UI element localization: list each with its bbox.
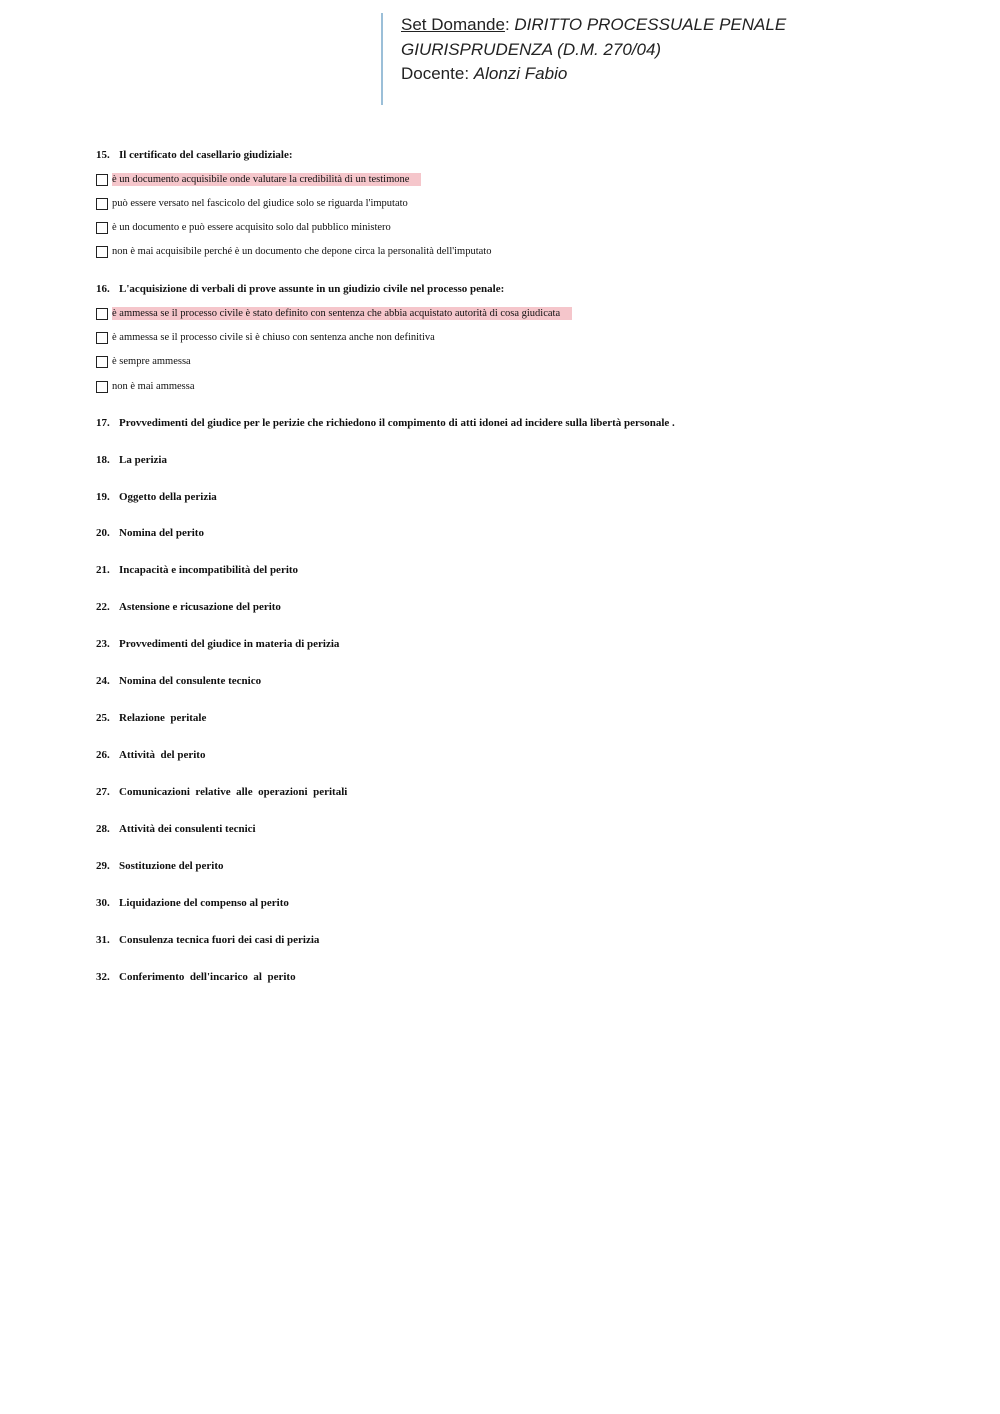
question-text: Nomina del perito [119, 527, 204, 539]
question-15 [96, 149, 293, 161]
course-title-part-1: DIRITTO PROCESSUALE PENALE [514, 15, 787, 34]
set-separator: : [504, 15, 515, 34]
checkbox[interactable] [96, 222, 108, 234]
question-text: Nomina del consulente tecnico [119, 675, 262, 687]
question-number: 24. [96, 675, 110, 687]
option-text: non è mai ammessa [112, 381, 195, 392]
question-31 [96, 934, 319, 946]
question-28 [96, 823, 256, 835]
answer-option[interactable] [96, 378, 207, 395]
option-text: è sempre ammessa [112, 356, 191, 367]
question-21 [96, 564, 298, 576]
checkbox[interactable] [96, 246, 108, 258]
question-16 [96, 283, 504, 295]
question-text: Provvedimenti del giudice per le perizie che richiedono il compimento di atti idonei ad incidere sulla libertà personale . [119, 417, 675, 429]
question-text: Incapacità e incompatibilità del perito [119, 564, 299, 576]
answer-option[interactable] [96, 243, 503, 260]
checkbox[interactable] [96, 381, 108, 393]
docente-name: Alonzi Fabio [473, 64, 568, 83]
question-number: 20. [96, 527, 110, 539]
question-20 [96, 527, 204, 539]
question-text: Attività dei consulenti tecnici [119, 823, 256, 835]
question-number: 19. [96, 491, 110, 503]
question-22 [96, 601, 281, 613]
question-text: Provvedimenti del giudice in materia di perizia [119, 638, 340, 650]
question-text: Consulenza tecnica fuori dei casi di perizia [119, 934, 320, 946]
question-text: L'acquisizione di verbali di prove assunte in un giudizio civile nel processo penale: [119, 283, 505, 295]
question-text: Sostituzione del perito [119, 860, 224, 872]
question-23 [96, 638, 339, 650]
question-text: Comunicazioni relative alle operazioni peritali [119, 786, 348, 798]
question-text: Attività del perito [119, 749, 206, 761]
question-number: 15. [96, 149, 110, 161]
question-number: 32. [96, 971, 110, 983]
question-number: 31. [96, 934, 110, 946]
question-30 [96, 897, 289, 909]
set-label: Set Domande [401, 15, 505, 34]
question-number: 16. [96, 283, 110, 295]
checkbox[interactable] [96, 332, 108, 344]
question-27 [96, 786, 347, 798]
question-text: Liquidazione del compenso al perito [119, 897, 289, 909]
question-24 [96, 675, 261, 687]
option-text: è ammessa se il processo civile è stato definito con sentenza che abbia acquistato autorità di cosa giudicata [112, 307, 572, 320]
course-title-line [401, 13, 941, 38]
answer-option[interactable] [96, 219, 403, 236]
checkbox[interactable] [96, 356, 108, 368]
question-number: 17. [96, 417, 110, 429]
question-26 [96, 749, 205, 761]
question-number: 30. [96, 897, 110, 909]
checkbox[interactable] [96, 174, 108, 186]
question-text: Astensione e ricusazione del perito [119, 601, 281, 613]
answer-option[interactable] [96, 353, 203, 370]
question-19 [96, 491, 217, 503]
docente-line [401, 62, 941, 87]
question-number: 26. [96, 749, 110, 761]
question-text: Conferimento dell'incarico al perito [119, 971, 296, 983]
option-text: è un documento acquisibile onde valutare la credibilità di un testimone [112, 173, 421, 186]
question-29 [96, 860, 224, 872]
question-text: La perizia [119, 454, 167, 466]
answer-option[interactable] [96, 305, 572, 322]
question-number: 18. [96, 454, 110, 466]
question-32 [96, 971, 296, 983]
question-text: Relazione peritale [119, 712, 207, 724]
question-number: 27. [96, 786, 110, 798]
question-number: 25. [96, 712, 110, 724]
option-text: è un documento e può essere acquisito solo dal pubblico ministero [112, 222, 391, 233]
question-number: 28. [96, 823, 110, 835]
question-number: 29. [96, 860, 110, 872]
option-text: può essere versato nel fascicolo del giudice solo se riguarda l'imputato [112, 198, 408, 209]
course-title-part-2: GIURISPRUDENZA (D.M. 270/04) [401, 39, 662, 59]
question-17 [96, 417, 675, 429]
question-number: 23. [96, 638, 110, 650]
document-header [381, 13, 941, 105]
option-text: è ammessa se il processo civile si è chiuso con sentenza anche non definitiva [112, 332, 435, 343]
question-text: Oggetto della perizia [119, 491, 217, 503]
answer-option[interactable] [96, 171, 421, 188]
checkbox[interactable] [96, 198, 108, 210]
checkbox[interactable] [96, 308, 108, 320]
answer-option[interactable] [96, 329, 447, 346]
question-number: 21. [96, 564, 110, 576]
question-number: 22. [96, 601, 110, 613]
question-18 [96, 454, 167, 466]
option-text: non è mai acquisibile perché è un documento che depone circa la personalità dell'imputato [112, 246, 492, 257]
answer-option[interactable] [96, 195, 420, 212]
docente-label: Docente: [401, 64, 474, 83]
question-25 [96, 712, 206, 724]
question-text: Il certificato del casellario giudiziale: [119, 149, 293, 161]
course-title-line-2 [401, 38, 941, 63]
